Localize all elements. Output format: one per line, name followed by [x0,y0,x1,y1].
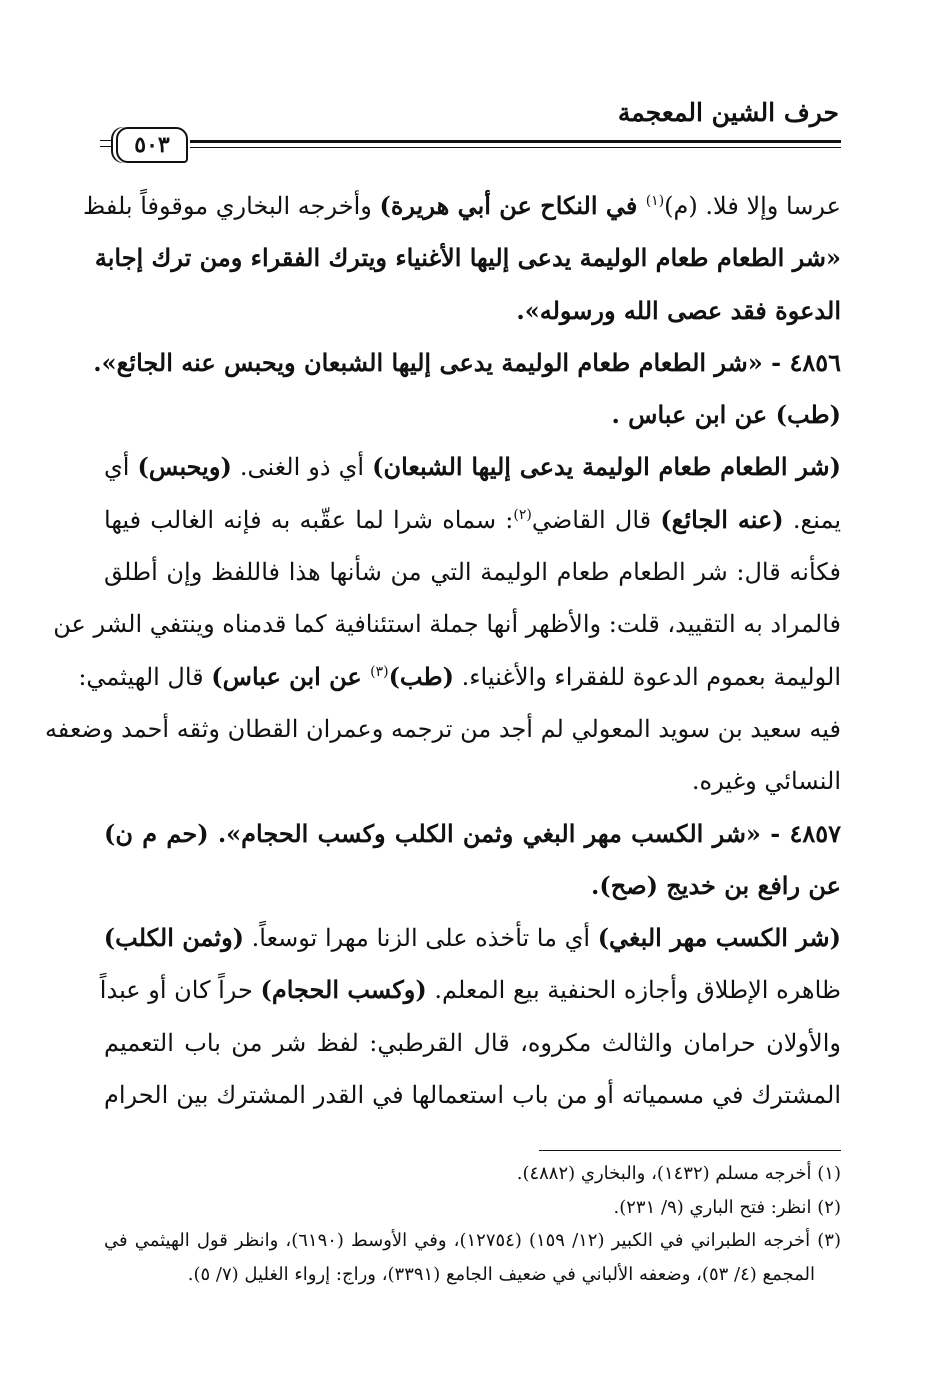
bold-text: (شر الكسب مهر البغي) [597,923,841,953]
running-head: حرف الشين المعجمة [617,98,839,127]
header-rule-thin [190,147,841,148]
hadith-source: عن رافع بن خديج (صح). [590,870,841,900]
hadith-4856 [93,337,841,389]
text-line [78,651,841,703]
text-line [99,964,841,1016]
bold-text: في النكاح عن أبي هريرة) [379,191,646,220]
text-span: عرسا وإلا فلا. (م) [664,192,841,220]
text-span: حراً كان أو عبداً [99,976,261,1005]
footnotes [104,1157,841,1291]
footnote-2: (٢) انظر: فتح الباري (٩/ ٢٣١). [613,1196,841,1218]
hadith-number: ٤٨٥٧ - [760,818,842,848]
text-span: أي [104,453,138,482]
page-number: ٥٠٣ [134,132,170,158]
text-span: قال القاضي [531,505,661,534]
text-line [83,180,841,232]
bold-text: (وثمن الكلب) [103,923,245,953]
text-span: وأخرجه البخاري موقوفاً بلفظ [83,192,380,220]
text-line: النسائي وغيره. [691,767,841,796]
footnote-ref: (٣) [370,663,389,680]
footnote-3-continued: المجمع (٤/ ٥٣)، وضعفه الألباني في ضعيف الجامع (٣٣٩١)، وراج: إرواء الغليل (٧/ ٥). [187,1263,815,1285]
text-span: أي ما تأخذه على الزنا مهرا توسعاً. [244,924,598,953]
text-line [104,441,841,493]
bold-text: (عنه الجائع) [660,504,784,534]
text-line: فالمراد به التقييد، قلت: والأظهر أنها جملة استئنافية كما قدمناه وينتفي الشر عن [53,610,841,639]
page-number-frame [116,127,188,163]
text-line [104,912,841,964]
hadith-source: (طب) عن ابن عباس . [611,400,841,430]
text-line [104,494,841,546]
text-span: ظاهره الإطلاق وأجازه الحنفية بيع المعلم. [426,976,841,1005]
hadith-quote-line: «شر الطعام طعام الوليمة يدعى إليها الأغنياء ويترك الفقراء ومن ترك إجابة [94,243,841,273]
header-rule-thick [190,140,841,143]
footnote-ref: (٢) [513,506,532,523]
hadith-text: «شر الطعام طعام الوليمة يدعى إليها الشبعان ويحبس عنه الجائع». [93,347,763,377]
hadith-number: ٤٨٥٦ - [762,347,841,377]
hadith-text: «شر الكسب مهر البغي وثمن الكلب وكسب الحجام». (حم م ن) [104,818,761,848]
text-span: يمنع. [783,505,842,534]
text-line: المشترك في مسمياته أو من باب استعمالها في القدر المشترك بين الحرام [104,1081,841,1110]
text-line: فيه سعيد بن سويد المعولي لم أجد من ترجمه وعمران القطان وثقه أحمد وضعفه [44,714,841,743]
text-span: : سماه شرا لما عقّبه به فإنه الغالب فيها [104,505,514,534]
bold-text: (طب) [388,661,454,691]
text-line: والأولان حرامان والثالث مكروه، قال القرطبي: لفظ شر من باب التعميم [104,1028,841,1057]
text-span: الوليمة بعموم الدعوة للفقراء والأغنياء. [453,662,841,691]
bold-text: (شر الطعام طعام الوليمة يدعى إليها الشبعان) [372,452,841,482]
bold-text: (وكسب الحجام) [260,975,427,1005]
footnote-separator [539,1150,841,1151]
header-rule-tail [100,140,112,147]
text-span: أي ذو الغنى. [231,453,373,482]
text-span: قال الهيثمي: [78,662,212,691]
text-line: فكأنه قال: شر الطعام طعام الوليمة التي من شأنها هذا فاللفظ وإن أطلق [104,558,841,587]
hadith-quote-line: الدعوة فقد عصى الله ورسوله». [516,295,841,325]
bold-text: عن ابن عباس) [211,661,371,691]
footnote-3: (٣) أخرجه الطبراني في الكبير (١٢/ ١٥٩) (١٢٧٥٤)، وفي الأوسط (٦١٩٠)، وانظر قول الهيثمي في [104,1230,841,1251]
bold-text: (ويحبس) [137,452,232,482]
footnote-1: (١) أخرجه مسلم (١٤٣٢)، والبخاري (٤٨٨٢). [516,1163,841,1184]
main-text [44,180,842,1121]
hadith-4857 [104,808,841,860]
footnote-ref: (١) [645,193,665,209]
